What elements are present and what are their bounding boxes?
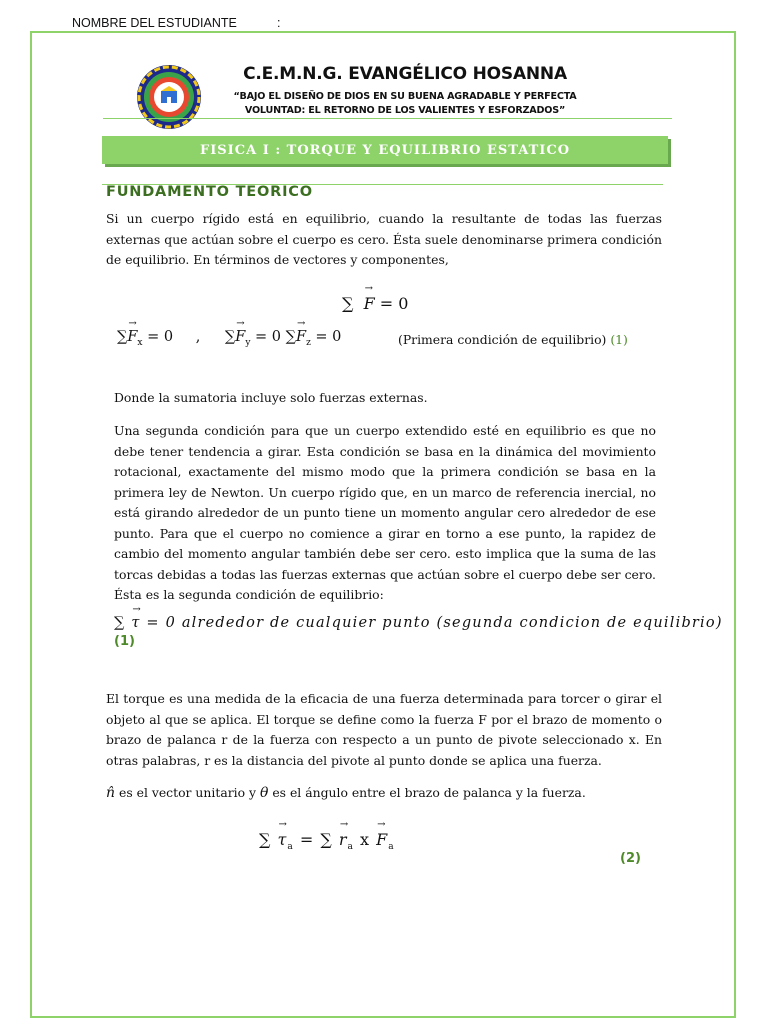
cross-symbol: x bbox=[359, 830, 371, 849]
paragraph-4: El torque es una medida de la eficacia de una fuerza determinada para torcer o girar el objeto al que se aplica. El torque se define como la fuerza F por el brazo de momento o brazo de palanca r de la fuerza con respecto a un punto de pivote seleccionado x. En otras palabras, r es la distancia del pivote al punto donde se aplica una fuerza. bbox=[106, 691, 662, 768]
school-motto-line1: “BAJO EL DISEÑO DE DIOS EN SU BUENA AGRADABLE Y PERFECTA bbox=[233, 91, 577, 102]
sum-r-symbol: ∑ bbox=[320, 830, 333, 849]
student-name-colon: : bbox=[277, 16, 281, 30]
force-z-symbol: → F bbox=[296, 329, 306, 345]
sum-torque-symbol: ∑ bbox=[114, 615, 126, 631]
sum-x-symbol: ∑ bbox=[117, 329, 128, 345]
paragraph-3: Una segunda condición para que un cuerpo extendido esté en equilibrio es que no debe tener tendencia a girar. Esta condición se basa en la dinámica del movimiento rotacional, exactamente del mismo modo que la primera condición se basa en la primera ley de Newton. Un cuerpo rígido que, en un marco de referencia inercial, no está girando alrededor de un punto tiene un momento angular cero alrededor de ese punto. Para que el cuerpo no comience a girar en torno a ese punto, la rapidez de cambio del momento angular también debe ser cero. esto implica que la suma de las torcas debidas a todas las fuerzas externas que actúan sobre el cuerpo debe ser cero. Ésta es la segunda condición de equilibrio: bbox=[114, 423, 656, 602]
school-motto-line2: VOLUNTAD: EL RETORNO DE LOS VALIENTES Y ESFORZADOS” bbox=[244, 105, 566, 116]
equation-components: ∑→ $F_x = 0$ , ∑→ $F_y = 0$ ∑→ $F_z = 0$ bbox=[117, 329, 341, 348]
equation-1-rhs: = 0 bbox=[379, 294, 409, 313]
equation-fx-rhs: = 0 bbox=[147, 329, 174, 345]
equation-comma: , bbox=[195, 329, 201, 345]
section-heading: FUNDAMENTO TEORICO bbox=[106, 184, 313, 200]
force-y-symbol: → F bbox=[235, 329, 245, 345]
equation-4-equals: = bbox=[299, 830, 315, 849]
school-logo bbox=[136, 64, 202, 130]
equation-ref-2: (2) bbox=[620, 851, 641, 866]
force-x-symbol: → F bbox=[127, 329, 137, 345]
equation-ref-1: (1) bbox=[610, 332, 628, 347]
student-name-line bbox=[72, 16, 281, 30]
sum-z-symbol: ∑ bbox=[285, 329, 296, 345]
equation-3-text: = 0 alrededor de cualquier punto (segunda condicion de equilibrio) bbox=[146, 615, 723, 631]
paragraph-2: Donde la sumatoria incluye solo fuerzas externas. bbox=[114, 390, 428, 405]
document-title-bar: FISICA I : TORQUE Y EQUILIBRIO ESTATICO bbox=[102, 136, 668, 164]
radius-a-symbol: → r bbox=[339, 830, 348, 849]
paragraph-5 bbox=[106, 783, 662, 804]
equation-fy-rhs: = 0 bbox=[255, 329, 282, 345]
force-a-symbol: → F bbox=[376, 830, 388, 849]
sum-torque-a-symbol: ∑ bbox=[259, 830, 272, 849]
school-name: C.E.M.N.G. EVANGÉLICO HOSANNA bbox=[243, 64, 567, 84]
equation-sum-torques bbox=[114, 615, 723, 631]
first-condition-note bbox=[398, 332, 628, 347]
student-name-label: NOMBRE DEL ESTUDIANTE bbox=[72, 16, 237, 30]
theta-symbol: θ bbox=[259, 785, 269, 801]
paragraph-1: Si un cuerpo rígido está en equilibrio, cuando la resultante de todas las fuerzas externas que actúan sobre el cuerpo es cero. Ésta suele denominarse primera condición de equilibrio. En términos de vectores y componentes, bbox=[106, 211, 662, 267]
sum-y-symbol: ∑ bbox=[224, 329, 236, 345]
equation-ref-1b: (1) bbox=[114, 634, 135, 649]
equation-sum-forces bbox=[342, 294, 408, 313]
header-divider bbox=[103, 118, 672, 119]
first-condition-label: (Primera condición de equilibrio) bbox=[398, 332, 607, 347]
sum-symbol: ∑ bbox=[342, 294, 354, 313]
paragraph-5-part-b: es el ángulo entre el brazo de palanca y la fuerza. bbox=[272, 785, 586, 800]
unit-vector-symbol: n̂ bbox=[106, 785, 116, 801]
paragraph-5-part-a: es el vector unitario y bbox=[118, 785, 256, 800]
force-vector-symbol: → F bbox=[364, 294, 375, 313]
torque-vector-symbol: → τ bbox=[131, 615, 140, 631]
equation-torque-cross: ∑ → $\tau_a$ = ∑ → $r_a$ $x \to F_a$ bbox=[259, 830, 395, 852]
equation-fz-rhs: = 0 bbox=[315, 329, 342, 345]
torque-a-symbol: → τ bbox=[278, 830, 288, 849]
school-header bbox=[210, 64, 600, 118]
